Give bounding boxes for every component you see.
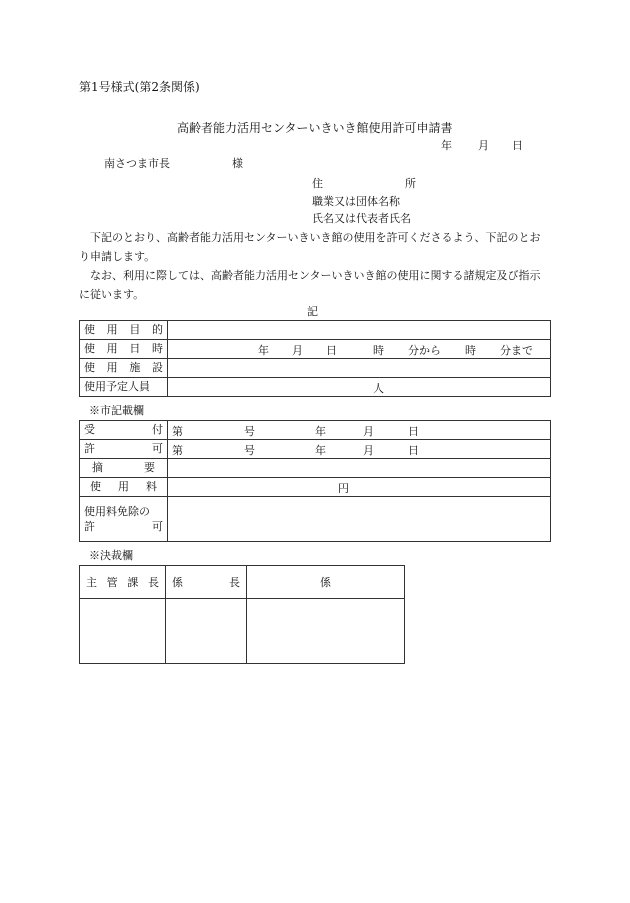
applicant-name-label: 氏名又は代表者氏名 [312, 212, 411, 225]
facility-label: 使 用 施 設 [80, 359, 168, 378]
purpose-label [80, 321, 168, 340]
summary-label: 摘 要 [80, 459, 168, 478]
exemption-label-line1: 使用料免除の [84, 505, 150, 518]
fee-yen: 円 [338, 482, 349, 495]
permit-gou: 号 [244, 444, 255, 457]
permit-year: 年 [315, 444, 326, 457]
chief-stamp-field[interactable] [80, 599, 166, 664]
kakari-chief-header: 係 長 [166, 566, 247, 599]
dt-hour2: 時 [465, 344, 476, 357]
table-row [80, 478, 551, 497]
table-row [80, 566, 405, 599]
table-row [80, 440, 551, 459]
purpose-label-text: 使 用 目 的 [84, 323, 163, 336]
dt-month: 月 [292, 344, 303, 357]
exemption-label-line2: 許 可 [84, 520, 163, 533]
usage-table [79, 320, 551, 397]
permit-field[interactable] [168, 440, 551, 459]
people-label: 使用予定人員 [80, 378, 168, 397]
city-table [79, 420, 551, 542]
kessai-note: ※決裁欄 [89, 549, 133, 562]
dt-until: 分まで [500, 344, 533, 357]
receipt-dai: 第 [172, 425, 183, 438]
applicant-address-label-a: 住 [312, 177, 323, 190]
chief-header: 主 管 課 長 [80, 566, 166, 599]
permit-label: 許 可 [80, 440, 168, 459]
table-row [80, 378, 551, 397]
fee-label: 使 用 料 [80, 478, 168, 497]
compliance-paragraph: なお、利用に際しては、高齢者能力活用センターいきいき館の使用に関する諸規定及び指示に従います。 [79, 269, 541, 301]
receipt-year: 年 [315, 425, 326, 438]
permit-dai: 第 [172, 444, 183, 457]
kakari-chief-stamp-field[interactable] [166, 599, 247, 664]
table-row [80, 421, 551, 440]
receipt-month: 月 [363, 425, 374, 438]
date-day: 日 [512, 139, 523, 152]
fee-field[interactable] [168, 478, 551, 497]
table-row [80, 359, 551, 378]
purpose-field[interactable] [168, 321, 551, 340]
receipt-field[interactable] [168, 421, 551, 440]
table-row [80, 599, 405, 664]
dt-day: 日 [326, 344, 337, 357]
summary-field[interactable] [168, 459, 551, 478]
form-number: 第1号様式(第2条関係) [79, 80, 200, 94]
permit-month: 月 [363, 444, 374, 457]
request-paragraph: 下記のとおり、高齢者能力活用センターいきいき館の使用を許可くださるよう、下記のとおり申請します。 [79, 231, 541, 263]
table-row [80, 497, 551, 542]
staff-stamp-field[interactable] [247, 599, 405, 664]
receipt-label: 受 付 [80, 421, 168, 440]
city-note: ※市記載欄 [89, 404, 144, 417]
permit-day: 日 [408, 444, 419, 457]
applicant-address-label-b: 所 [405, 177, 416, 190]
date-year: 年 [441, 139, 452, 152]
dt-from: 分から [408, 344, 441, 357]
people-unit: 人 [373, 382, 384, 395]
datetime-label: 使 用 日 時 [80, 340, 168, 359]
applicant-org-label: 職業又は団体名称 [312, 195, 400, 208]
dt-hour: 時 [373, 344, 384, 357]
ki-heading: 記 [307, 305, 318, 318]
datetime-field[interactable] [168, 340, 551, 359]
document-title: 高齢者能力活用センターいきいき館使用許可申請書 [177, 121, 453, 135]
approval-table [79, 565, 405, 664]
staff-header: 係 [247, 566, 405, 599]
date-month: 月 [478, 139, 489, 152]
facility-field[interactable] [168, 359, 551, 378]
addressee-mayor: 南さつま市長 [104, 157, 170, 170]
table-row [80, 459, 551, 478]
addressee-sama: 様 [232, 157, 243, 170]
table-row [80, 321, 551, 340]
table-row [80, 340, 551, 359]
receipt-day: 日 [408, 425, 419, 438]
people-field[interactable] [168, 378, 551, 397]
exemption-label [80, 497, 168, 542]
dt-year: 年 [258, 344, 269, 357]
exemption-field[interactable] [168, 497, 551, 542]
receipt-gou: 号 [244, 425, 255, 438]
